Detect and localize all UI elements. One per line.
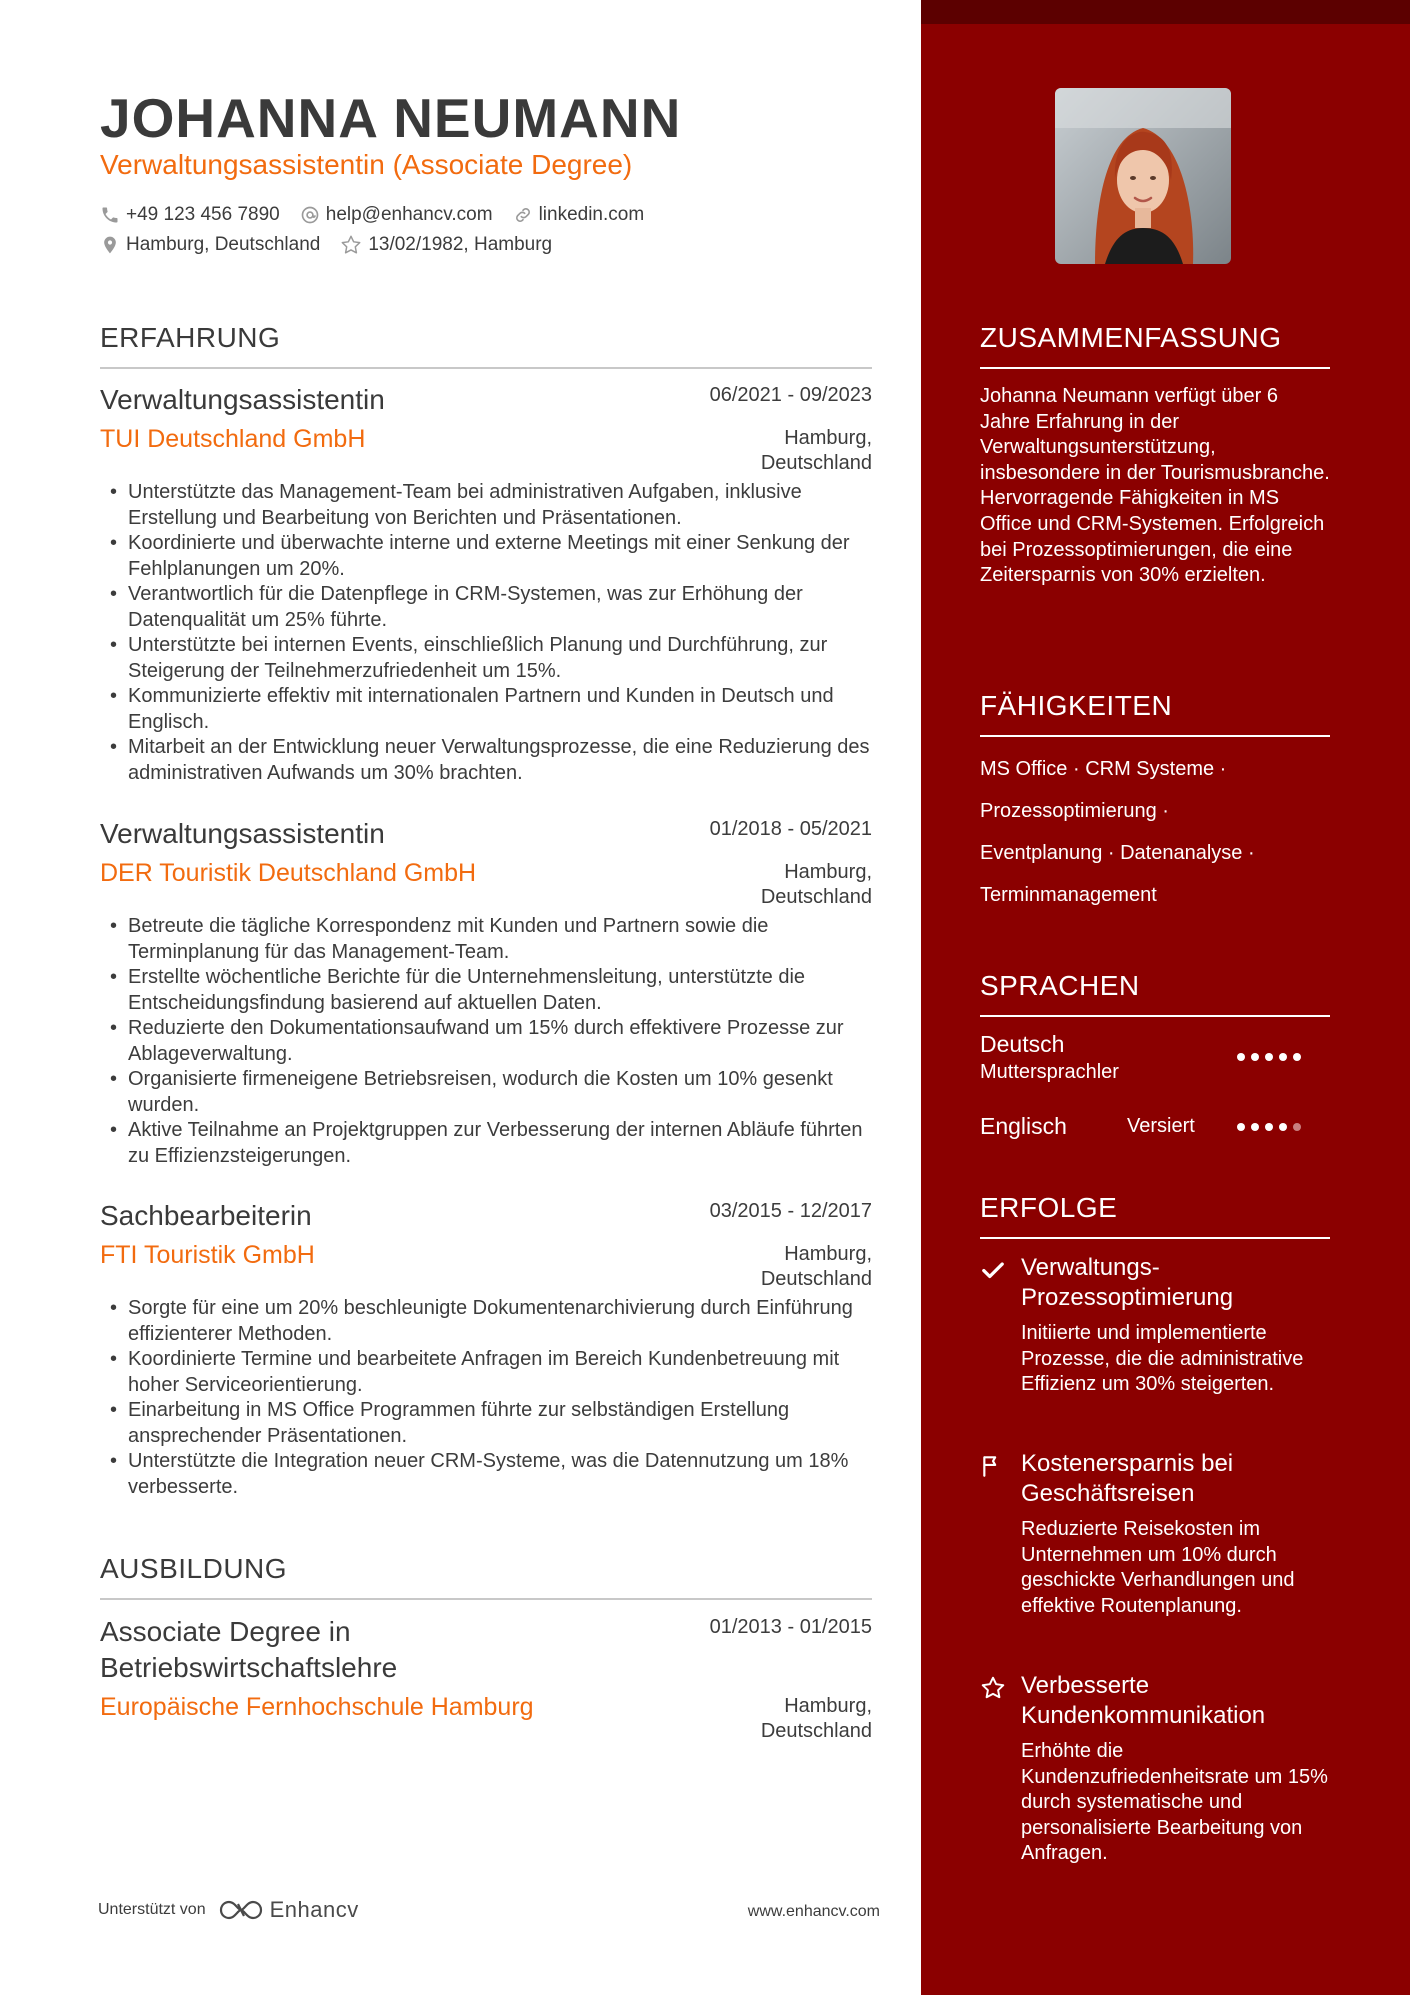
phone-text: +49 123 456 7890 bbox=[126, 204, 280, 225]
rating-dot-filled bbox=[1265, 1053, 1273, 1061]
job-dates: 03/2015 - 12/2017 bbox=[709, 1200, 872, 1222]
footer-url[interactable]: www.enhancv.com bbox=[747, 1903, 880, 1920]
job-company: TUI Deutschland GmbH bbox=[100, 425, 366, 453]
job-company: FTI Touristik GmbH bbox=[100, 1241, 315, 1269]
candidate-name: JOHANNA NEUMANN bbox=[100, 87, 682, 149]
job-bullet: • Reduzierte den Dokumentationsaufwand um 15% durch effektivere Prozesse zur Ablageverwaltung. bbox=[100, 1016, 872, 1067]
contact-row bbox=[100, 234, 572, 256]
job-bullet: • Sorgte für eine um 20% beschleunigte Dokumentenarchivierung durch Einführung effizienterer Methoden. bbox=[100, 1296, 872, 1347]
email-text: help@enhancv.com bbox=[325, 204, 493, 225]
education-location-line: Deutschland bbox=[760, 1720, 872, 1742]
sidebar bbox=[921, 0, 1410, 1995]
job-location-line: Deutschland bbox=[760, 886, 872, 908]
job-bullet: • Erstellte wöchentliche Berichte für die Unternehmensleitung, unterstützte die Entscheidungsfindung basierend auf aktuellen Daten. bbox=[100, 965, 872, 1016]
language-rating bbox=[1237, 1053, 1307, 1061]
job-bullet: • Unterstützte die Integration neuer CRM-Systeme, was die Datennutzung um 18% verbesserte. bbox=[100, 1449, 872, 1500]
contact-email[interactable] bbox=[300, 204, 493, 226]
job-entry bbox=[100, 382, 872, 786]
job-bullet: • Mitarbeit an der Entwicklung neuer Verwaltungsprozesse, die eine Reduzierung des administrativen Aufwands um 30% brachten. bbox=[100, 735, 872, 786]
job-location-line: Hamburg, bbox=[784, 427, 872, 449]
language-name: Englisch bbox=[980, 1113, 1067, 1139]
candidate-headline: Verwaltungsassistentin (Associate Degree) bbox=[100, 149, 633, 180]
job-dates: 06/2021 - 09/2023 bbox=[709, 384, 872, 406]
rating-dot-empty bbox=[1293, 1123, 1301, 1131]
job-location-line: Deutschland bbox=[760, 452, 872, 474]
contact-location bbox=[100, 234, 320, 256]
job-location bbox=[761, 1242, 872, 1292]
job-bullets bbox=[100, 914, 872, 1169]
profile-photo bbox=[1055, 88, 1231, 264]
school-name: Europäische Fernhochschule Hamburg bbox=[100, 1693, 534, 1721]
achievements-divider bbox=[980, 1237, 1330, 1239]
achievement-title: Verwaltungs-Prozessoptimierung bbox=[1021, 1254, 1234, 1311]
education-entry bbox=[100, 1614, 872, 1742]
summary-divider bbox=[980, 367, 1330, 369]
linkedin-text: linkedin.com bbox=[538, 204, 645, 225]
footer bbox=[98, 1895, 880, 1925]
job-company: DER Touristik Deutschland GmbH bbox=[100, 859, 477, 887]
job-title: Sachbearbeiterin bbox=[100, 1200, 312, 1231]
job-title: Verwaltungsassistentin bbox=[100, 384, 385, 415]
job-entry bbox=[100, 1198, 872, 1500]
contact-birth bbox=[340, 234, 552, 256]
star-icon bbox=[980, 1675, 1006, 1701]
achievement-desc: Initiierte und implementierte Prozesse, die die administrative Effizienz um 30% steigerten. bbox=[1021, 1322, 1304, 1396]
job-dates: 01/2018 - 05/2021 bbox=[709, 818, 872, 840]
contact-phone[interactable] bbox=[100, 204, 280, 226]
rating-dot-filled bbox=[1265, 1123, 1273, 1131]
job-location bbox=[761, 426, 872, 476]
job-title: Verwaltungsassistentin bbox=[100, 818, 385, 849]
achievement-title: Verbesserte Kundenkommunikation bbox=[1021, 1672, 1266, 1729]
contact-row bbox=[100, 204, 664, 226]
skill-line: Prozessoptimierung · bbox=[980, 800, 1169, 822]
job-bullet: • Betreute die tägliche Korrespondenz mit Kunden und Partnern sowie die Terminplanung für das Management-Team. bbox=[100, 914, 872, 965]
job-bullets bbox=[100, 480, 872, 786]
achievement-item bbox=[980, 1253, 1340, 1398]
job-bullet: • Verantwortlich für die Datenpflege in CRM-Systemen, was zur Erhöhung der Datenqualität um 25% führte. bbox=[100, 582, 872, 633]
star-icon bbox=[340, 234, 362, 256]
experience-divider bbox=[100, 367, 872, 369]
skills-list bbox=[980, 748, 1330, 916]
location-pin-icon bbox=[100, 235, 120, 255]
skill-line: MS Office · CRM Systeme · bbox=[980, 758, 1227, 780]
education-dates: 01/2013 - 01/2015 bbox=[709, 1616, 872, 1638]
avatar-illustration bbox=[1055, 88, 1231, 264]
summary-heading: ZUSAMMENFASSUNG bbox=[980, 322, 1282, 353]
rating-dot-filled bbox=[1251, 1053, 1259, 1061]
rating-dot-filled bbox=[1237, 1123, 1245, 1131]
skills-heading: FÄHIGKEITEN bbox=[980, 690, 1173, 721]
job-location bbox=[761, 860, 872, 910]
degree-title: Associate Degree in Betriebswirtschaftslehre bbox=[100, 1616, 398, 1683]
language-rating bbox=[1237, 1123, 1307, 1131]
job-bullet: • Aktive Teilnahme an Projektgruppen zur Verbesserung der internen Abläufe führten zu Effizienzsteigerungen. bbox=[100, 1118, 872, 1169]
rating-dot-filled bbox=[1279, 1053, 1287, 1061]
achievement-title: Kostenersparnis bei Geschäftsreisen bbox=[1021, 1450, 1234, 1507]
phone-icon bbox=[100, 205, 120, 225]
language-name: Deutsch bbox=[980, 1031, 1065, 1057]
job-bullet: • Kommunizierte effektiv mit internationalen Partnern und Kunden in Deutsch und Englisch. bbox=[100, 684, 872, 735]
check-icon bbox=[980, 1257, 1006, 1283]
job-bullet: • Unterstützte das Management-Team bei administrativen Aufgaben, inklusive Erstellung und Bearbeitung von Berichten und Präsentationen. bbox=[100, 480, 872, 531]
skills-divider bbox=[980, 735, 1330, 737]
experience-heading: ERFAHRUNG bbox=[100, 322, 281, 353]
rating-dot-filled bbox=[1237, 1053, 1245, 1061]
skill-line: Eventplanung · Datenanalyse · bbox=[980, 842, 1255, 864]
achievement-desc: Erhöhte die Kundenzufriedenheitsrate um 15% durch systematische und personalisierte Bearbeitung von Anfragen. bbox=[1021, 1740, 1328, 1865]
contact-linkedin[interactable] bbox=[513, 204, 645, 226]
achievements-heading: ERFOLGE bbox=[980, 1192, 1118, 1223]
job-bullet: • Koordinierte Termine und bearbeitete Anfragen im Bereich Kundenbetreuung mit hoher Serviceorientierung. bbox=[100, 1347, 872, 1398]
rating-dot-filled bbox=[1251, 1123, 1259, 1131]
sidebar-top-bar bbox=[921, 0, 1410, 24]
job-bullet: • Koordinierte und überwachte interne und externe Meetings mit einer Senkung der Fehlplanungen um 20%. bbox=[100, 531, 872, 582]
language-level: Versiert bbox=[1127, 1115, 1195, 1137]
flag-icon bbox=[980, 1453, 1006, 1479]
skill-line: Terminmanagement bbox=[980, 884, 1157, 906]
education-location-line: Hamburg, bbox=[784, 1695, 872, 1717]
job-entry bbox=[100, 816, 872, 1169]
job-bullet: • Einarbeitung in MS Office Programmen führte zur selbständigen Erstellung ansprechender Präsentationen. bbox=[100, 1398, 872, 1449]
job-location-line: Hamburg, bbox=[784, 1243, 872, 1265]
achievement-desc: Reduzierte Reisekosten im Unternehmen um 10% durch geschickte Verhandlungen und effektive Routenplanung. bbox=[1021, 1518, 1295, 1617]
birth-text: 13/02/1982, Hamburg bbox=[368, 234, 553, 255]
at-icon bbox=[300, 205, 320, 225]
languages-heading: SPRACHEN bbox=[980, 970, 1140, 1001]
job-location-line: Deutschland bbox=[760, 1268, 872, 1290]
language-level: Muttersprachler bbox=[980, 1061, 1119, 1083]
education-heading: AUSBILDUNG bbox=[100, 1553, 288, 1584]
education-location bbox=[761, 1694, 872, 1744]
location-text: Hamburg, Deutschland bbox=[126, 234, 321, 255]
achievement-item bbox=[980, 1449, 1340, 1619]
achievement-item bbox=[980, 1671, 1340, 1867]
job-bullet: • Organisierte firmeneigene Betriebsreisen, wodurch die Kosten um 10% gesenkt wurden. bbox=[100, 1067, 872, 1118]
brand-name: Enhancv bbox=[269, 1897, 359, 1922]
job-bullet: • Unterstützte bei internen Events, einschließlich Planung und Durchführung, zur Steigerung der Teilnehmerzufriedenheit um 15%. bbox=[100, 633, 872, 684]
rating-dot-filled bbox=[1293, 1053, 1301, 1061]
link-icon bbox=[513, 205, 533, 225]
job-bullets bbox=[100, 1296, 872, 1500]
summary-text: Johanna Neumann verfügt über 6 Jahre Erfahrung in der Verwaltungsunterstützung, insbesondere in der Tourismusbranche. Hervorragende Fähigkeiten in MS Office und CRM-Systemen. Erfolgreich bei Prozessoptimierungen, die eine Zeitersparnis von 30% erzielten. bbox=[980, 385, 1330, 587]
job-location-line: Hamburg, bbox=[784, 861, 872, 883]
powered-by[interactable] bbox=[98, 1897, 359, 1923]
education-divider bbox=[100, 1598, 872, 1600]
powered-by-text: Unterstützt von bbox=[98, 1901, 206, 1918]
enhancv-logo-icon bbox=[218, 1898, 264, 1922]
languages-divider bbox=[980, 1015, 1330, 1017]
rating-dot-filled bbox=[1279, 1123, 1287, 1131]
